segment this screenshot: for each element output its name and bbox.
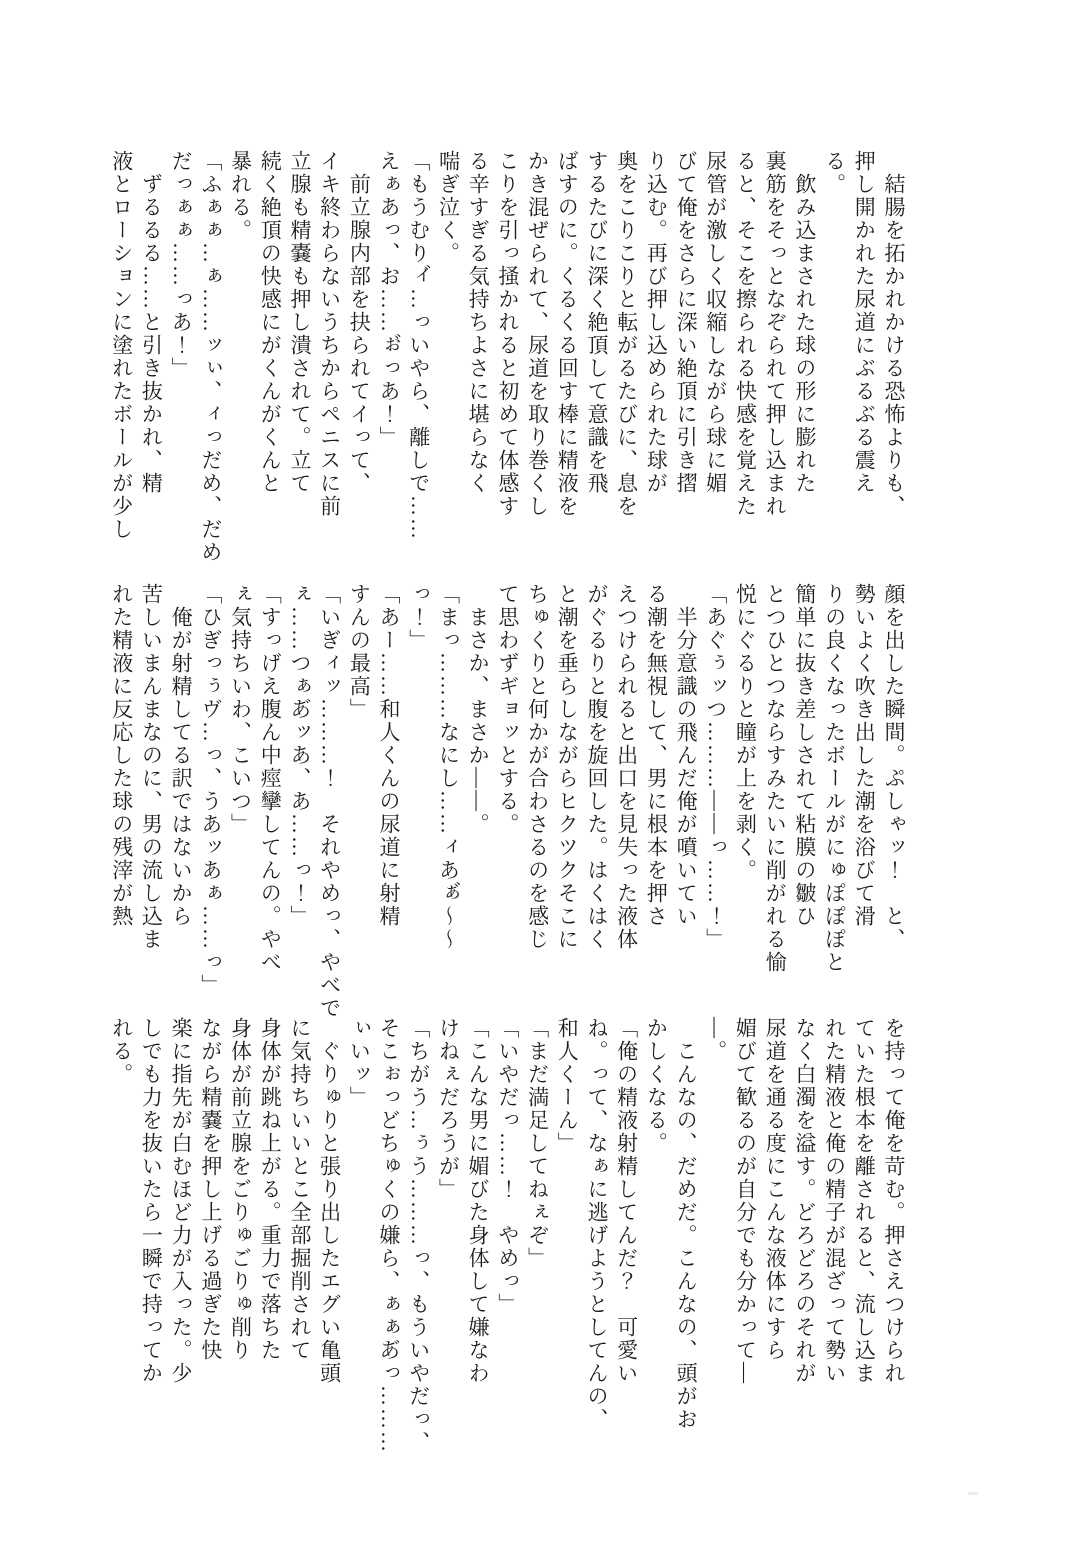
text-column: こんなの、だめだ。こんなの、頭がお — [674, 1017, 699, 1431]
text-column: ぃいッ」 — [347, 1017, 372, 1109]
text-column: れた精液に反応した球の残滓が熱 — [109, 583, 134, 928]
text-column: ていた根本を離されると、流し込ま — [852, 1017, 877, 1385]
text-column: 「こんな男に媚びた身体して嫌なわ — [466, 1017, 491, 1385]
text-column: 尿管が激しく収縮しながら球に媚 — [703, 150, 728, 495]
text-column: 結腸を拓かれかける恐怖よりも、 — [882, 150, 906, 518]
text-block-top — [106, 150, 908, 564]
text-column: れた精液と俺の精子が混ざって勢い — [822, 1017, 847, 1385]
text-column: イキ終わらないうちからペニスに前 — [317, 150, 342, 518]
text-column: ぐりゅりと張り出したエグい亀頭 — [317, 1017, 342, 1385]
text-column: 「いぎィッ………！ それやめっ、やべで — [317, 583, 342, 1020]
text-column: ね。って、なぁに逃げようとしてんの、 — [584, 1017, 609, 1431]
scan-artifact — [968, 1492, 978, 1495]
text-column: る辛すぎる気持ちよさに堪らなく — [466, 150, 491, 495]
text-column: 飲み込まされた球の形に膨れた — [792, 150, 817, 495]
text-column: り込む。再び押し込められた球が — [644, 150, 669, 495]
text-column: と潮を垂らしながらヒクツクそこに — [555, 583, 580, 951]
text-block-middle — [106, 583, 908, 1020]
text-column: 奥をこりこりと転がるたびに、息を — [614, 150, 639, 518]
text-column: 暴れる。 — [228, 150, 253, 242]
text-column: 「すっげえ腹ん中痙攣してんの。やべ — [258, 583, 283, 974]
text-column: っ！」 — [406, 583, 431, 652]
text-column: ちゅくりと何かが合わさるのを感じ — [525, 583, 550, 951]
text-column: 簡単に抜き差しされて粘膜の皺ひ — [792, 583, 817, 928]
text-column: 「俺の精液射精してんだ？ 可愛い — [614, 1017, 639, 1385]
text-column: ると、そこを擦られる快感を覚えた — [733, 150, 758, 518]
text-column: れる。 — [109, 1017, 134, 1086]
text-column: こりを引っ掻かれると初めて体感す — [495, 150, 520, 518]
text-column: まさか、まさか――。 — [466, 583, 491, 836]
text-column: とつひとつならすみたいに削がれる愉 — [763, 583, 788, 974]
text-column: ―。 — [703, 1017, 728, 1063]
text-column: けねぇだろうが」 — [436, 1017, 461, 1201]
text-column: 和人くーん」 — [555, 1017, 580, 1155]
text-column: 勢いよく吹き出した潮を浴びて滑 — [852, 583, 877, 928]
text-column: 半分意識の飛んだ俺が噴いてい — [674, 583, 699, 928]
text-column: 「まだ満足してねぇぞ」 — [525, 1017, 550, 1270]
text-column: ぇ気持ちいわ、こいつ」 — [228, 583, 253, 836]
text-column: に気持ちいいとこ全部掘削されて — [287, 1017, 312, 1362]
text-column: 喘ぎ泣く。 — [436, 150, 461, 265]
text-column: る潮を無視して、男に根本を押さ — [644, 583, 669, 928]
text-column: 媚びて歓るのが自分でも分かって― — [733, 1017, 758, 1385]
text-column: 「ふぁぁ…ぁ……ッぃ、ィっだめ、だめ — [198, 150, 223, 564]
text-column: 押し開かれた尿道にぶるぶる震え — [852, 150, 877, 495]
text-column: 「まっ………なにし……ィあぁ゙～～ — [436, 583, 461, 951]
text-column: 「いやだっ……！ やめっ」 — [495, 1017, 520, 1316]
text-column: て思わずギョッとする。 — [495, 583, 520, 836]
text-column: 「もうむりィ゙…っいやら、離しで…… — [406, 150, 431, 541]
text-column: びて俺をさらに深い絶頂に引き摺 — [674, 150, 699, 495]
text-column: 裏筋をそっとなぞられて押し込まれ — [763, 150, 788, 518]
text-column: かき混ぜられて、尿道を取り巻くし — [525, 150, 550, 518]
text-column: る。 — [822, 150, 847, 196]
text-column: 苦しいまんまなのに、男の流し込ま — [139, 583, 164, 951]
text-column: 「ひぎっぅヴ…っ、うあッあぁ……っ」 — [198, 583, 223, 997]
text-column: 続く絶頂の快感にがくんがくんと — [258, 150, 283, 495]
text-column: ながら精嚢を押し上げる過ぎた快 — [198, 1017, 223, 1362]
text-column: 身体が前立腺をごりゅごりゅ削り — [228, 1017, 253, 1362]
text-column: 悦にぐるりと瞳が上を剥く。 — [733, 583, 758, 882]
text-column: 俺が射精してる訳ではないから — [169, 583, 194, 928]
text-column: 「あぐぅッつ………――っ……！」 — [703, 583, 728, 951]
text-column: ぇ……つぁあ゙ッあ、あ……っ！」 — [287, 583, 312, 928]
text-column: しでも力を抜いたら一瞬で持ってか — [139, 1017, 164, 1385]
text-column: だっぁぁ……っあ！」 — [169, 150, 194, 380]
text-column: 身体が跳ね上がる。重力で落ちた — [258, 1017, 283, 1362]
text-column: を持って俺を苛む。押さえつけられ — [882, 1017, 906, 1385]
text-column: 液とローションに塗れたボールが少し — [109, 150, 134, 541]
text-column: ずるるる……と引き抜かれ、精 — [139, 150, 164, 495]
text-column: かしくなる。 — [644, 1017, 669, 1155]
text-column: りの良くなったボールがにゅぽぽぽと — [822, 583, 847, 974]
text-column: 「ちがう…ぅう………っ、もういやだっ、 — [406, 1017, 431, 1454]
text-column: えぁあっ、お……ぉ゙っあ！」 — [377, 150, 402, 449]
text-column: そこぉっどちゅくの嫌ら、ぁぁあ゙っ……… — [377, 1017, 402, 1454]
text-column: 楽に指先が白むほど力が入った。少 — [169, 1017, 194, 1385]
text-column: 尿道を通る度にこんな液体にすら — [763, 1017, 788, 1362]
text-column: 「あー……和人くんの尿道に射精 — [377, 583, 402, 928]
text-column: 前立腺内部を抉られてイって、 — [347, 150, 372, 495]
text-column: ばすのに。くるくる回す棒に精液を — [555, 150, 580, 518]
text-column: するたびに深く絶頂して意識を飛 — [584, 150, 609, 495]
text-column: えつけられると出口を見失った液体 — [614, 583, 639, 951]
text-column: がぐるりと腹を旋回した。はくはく — [584, 583, 609, 951]
text-block-bottom — [106, 1017, 908, 1454]
text-column: 顔を出した瞬間。ぷしゃッ！ と、 — [882, 583, 906, 951]
text-column: すんの最高」 — [347, 583, 372, 721]
text-column: 立腺も精嚢も押し潰されて。立て — [287, 150, 312, 495]
text-column: なく白濁を溢す。どろどろのそれが — [792, 1017, 817, 1385]
